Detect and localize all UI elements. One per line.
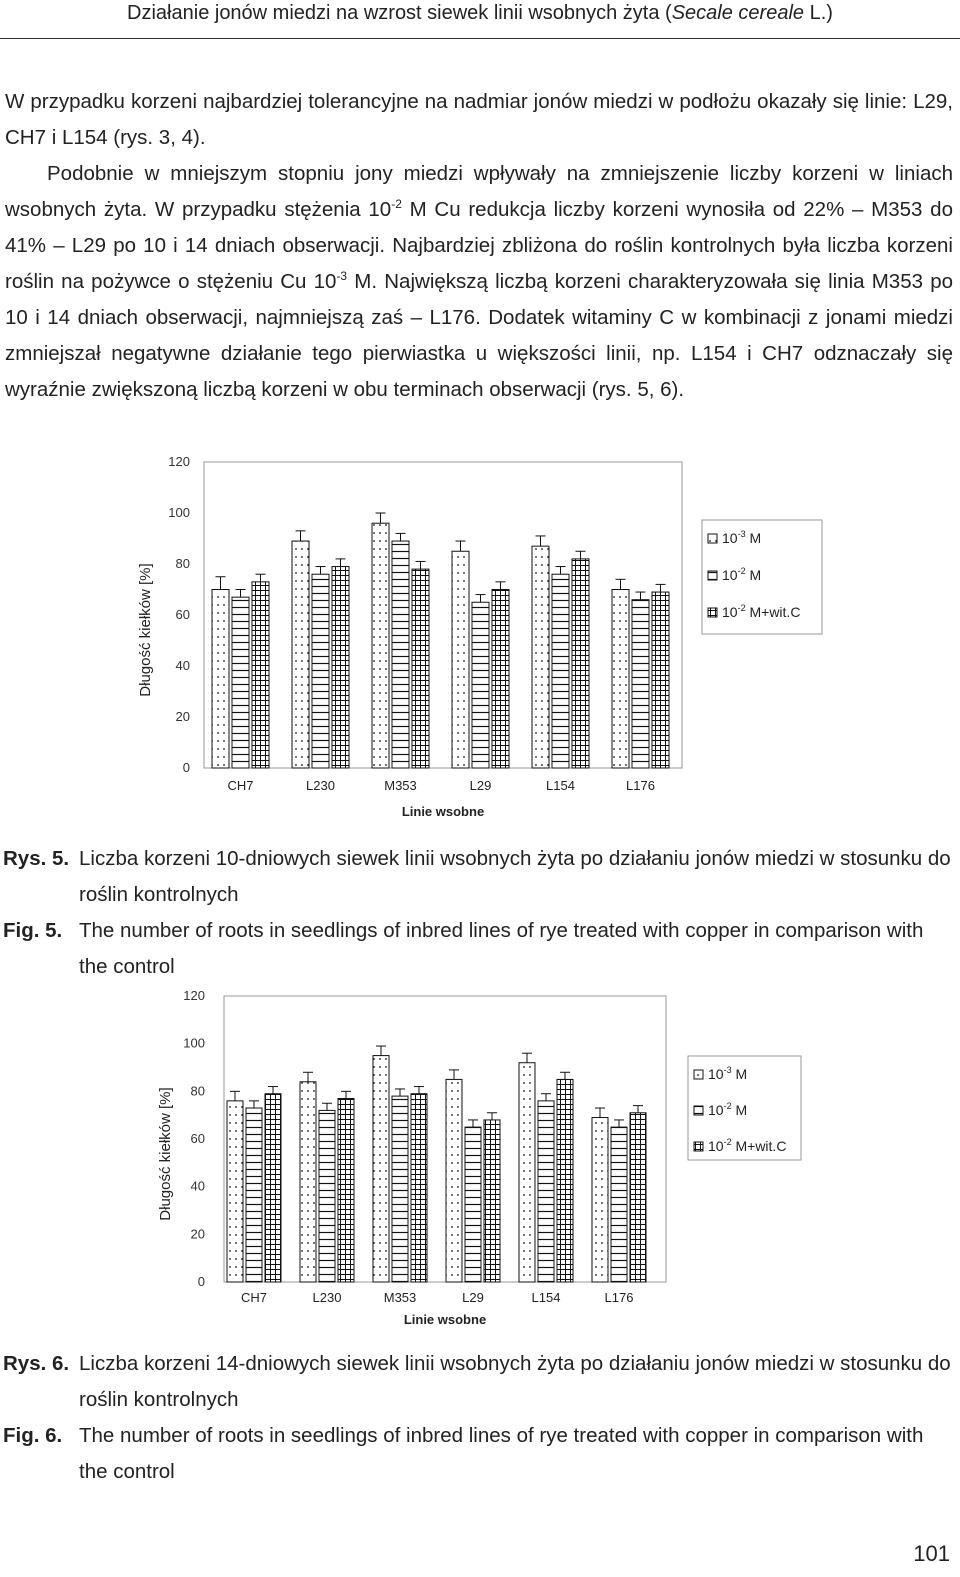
legend-label-exponent: -2 <box>737 566 746 576</box>
bar <box>612 590 629 769</box>
legend-label-tail: M <box>745 567 762 583</box>
y-tick-label: 0 <box>197 1274 205 1289</box>
bar <box>372 523 389 768</box>
legend-swatch <box>708 534 717 543</box>
y-tick-label: 40 <box>190 1178 205 1194</box>
bar <box>484 1120 500 1282</box>
y-tick-label: 100 <box>183 1035 205 1051</box>
bar <box>492 590 509 769</box>
running-header <box>0 2 960 28</box>
y-tick-label: 100 <box>168 505 190 520</box>
paragraph-2-part-c: M. Największą liczbą korzeni charakteryzowała się linia M353 po 10 i 14 dniach obserwacji, najmniejszą zaś – L176. Dodatek witaminy C w kombinacji z jonami miedzi zmniejszał negatywne działanie tego pierwiastka u większości linii, np. L154 i CH7 odznaczały się wyraźnie zwiększoną liczbą korzeni w obu terminach obserwacji (rys. 5, 6). <box>5 270 953 401</box>
caption-text: The number of roots in seedlings of inbred lines of rye treated with copper in comparison with the control <box>79 1424 924 1483</box>
header-latin-name: Secale cereale <box>671 2 805 24</box>
x-tick-label: L154 <box>546 778 575 793</box>
legend-label-tail: M <box>745 530 762 546</box>
y-tick-label: 120 <box>168 454 190 469</box>
caption-label: Fig. 6. <box>3 1424 63 1447</box>
bar <box>373 1056 389 1282</box>
legend-label-exponent: -3 <box>723 1065 732 1075</box>
legend-label-exponent: -2 <box>737 603 746 613</box>
bar <box>252 582 269 768</box>
legend-swatch <box>694 1142 703 1151</box>
legend-label-base: 10 <box>708 1138 724 1154</box>
x-tick-label: CH7 <box>240 1290 268 1305</box>
bar <box>300 1082 316 1282</box>
bar <box>292 541 309 768</box>
caption-label: Rys. 5. <box>3 847 70 870</box>
bar <box>557 1079 573 1282</box>
legend-label-base: 10 <box>708 1066 724 1082</box>
bar <box>532 546 549 768</box>
plot-area <box>204 462 682 768</box>
bar <box>265 1094 281 1282</box>
bar <box>232 597 249 768</box>
legend-swatch <box>708 608 717 617</box>
figure-6-caption-pl <box>3 1346 953 1418</box>
legend-label-tail: M+wit.C <box>745 604 801 620</box>
legend-label-base: 10 <box>722 567 738 583</box>
x-tick-label: L230 <box>306 778 335 793</box>
bar <box>552 574 569 768</box>
x-tick-label: M353 <box>383 1290 417 1305</box>
y-tick-label: 20 <box>190 1226 205 1242</box>
figure-6-chart <box>0 984 960 1336</box>
caption-label: Rys. 6. <box>3 1352 70 1375</box>
header-rule <box>0 38 960 39</box>
caption-text: Liczba korzeni 14-dniowych siewek linii wsobnych żyta po działaniu jonów miedzi w stosunku do roślin kontrolnych <box>79 1352 951 1411</box>
x-tick-label: L29 <box>462 1290 484 1305</box>
legend-label-exponent: -2 <box>723 1101 732 1111</box>
paragraph-2 <box>5 156 953 408</box>
y-axis-label: Długość kiełków [%] <box>157 1087 174 1221</box>
bar <box>392 541 409 768</box>
paragraph-2-part-b: M Cu redukcja liczby korzeni wynosiła od 22% – M353 do 41% – L29 po 10 i 14 dniach obserwacji. Najbardziej zbliżona do roślin kontrolnych była liczba korzeni roślin na pożywce o stężeniu Cu 10 <box>5 198 953 293</box>
bar <box>412 569 429 768</box>
bar <box>446 1079 462 1282</box>
bar <box>572 559 589 768</box>
y-tick-label: 60 <box>190 1131 205 1146</box>
legend-label-exponent: -3 <box>737 529 746 539</box>
figure-5-caption-pl <box>3 841 953 913</box>
legend-label-base: 10 <box>722 604 738 620</box>
bar <box>652 592 669 768</box>
header-text-after: L.) <box>804 2 833 24</box>
legend-swatch <box>694 1106 703 1115</box>
y-tick-label: 80 <box>190 1083 205 1099</box>
paragraph-2-part-a: Podobnie w mniejszym stopniu jony miedzi wpływały na zmniejszenie liczby korzeni w liniach wsobnych żyta. W przypadku stężenia 10 <box>5 162 953 221</box>
bar <box>312 574 329 768</box>
bar <box>611 1127 627 1282</box>
legend-label-tail: M+wit.C <box>731 1138 787 1154</box>
x-tick-label: L176 <box>604 1290 634 1305</box>
y-axis-label: Długość kiełków [%] <box>137 563 154 697</box>
x-axis-label: Linie wsobne <box>403 1312 487 1327</box>
page-number: 101 <box>913 1541 950 1566</box>
legend-label <box>722 603 800 620</box>
y-tick-label: 0 <box>182 760 190 775</box>
body-text <box>5 84 953 408</box>
bar <box>465 1127 481 1282</box>
y-tick-label: 120 <box>183 988 205 1003</box>
legend-swatch <box>708 571 717 580</box>
figure-6-caption-en <box>3 1418 953 1490</box>
bar <box>227 1101 243 1282</box>
bar <box>538 1101 554 1282</box>
bar <box>630 1113 646 1282</box>
legend-label-tail: M <box>731 1102 748 1118</box>
x-axis-label: Linie wsobne <box>401 804 485 819</box>
header-text-before: Działanie jonów miedzi na wzrost siewek linii wsobnych żyta ( <box>127 2 672 24</box>
y-tick-label: 20 <box>175 709 190 724</box>
bar <box>472 602 489 768</box>
bar <box>632 600 649 768</box>
bar <box>392 1096 408 1282</box>
figure-5-caption <box>3 841 953 985</box>
bar <box>411 1094 427 1282</box>
legend-label-base: 10 <box>722 530 738 546</box>
bar <box>592 1118 608 1282</box>
exponent-2: -3 <box>336 269 348 283</box>
y-tick-label: 60 <box>175 607 190 622</box>
caption-text: Liczba korzeni 10-dniowych siewek linii wsobnych żyta po działaniu jonów miedzi w stosunku do roślin kontrolnych <box>79 847 951 906</box>
x-tick-label: L29 <box>469 778 492 793</box>
bar <box>319 1110 335 1282</box>
bar <box>452 551 469 768</box>
legend-label <box>708 1137 786 1154</box>
figure-5-caption-en <box>3 913 953 985</box>
caption-text: The number of roots in seedlings of inbred lines of rye treated with copper in comparison with the control <box>79 919 924 978</box>
bar <box>338 1098 354 1282</box>
y-tick-label: 80 <box>175 556 190 571</box>
x-tick-label: L176 <box>626 778 655 793</box>
caption-label: Fig. 5. <box>3 919 63 942</box>
legend-label-base: 10 <box>708 1102 724 1118</box>
figure-6-caption <box>3 1346 953 1490</box>
y-tick-label: 40 <box>175 658 190 673</box>
x-tick-label: M353 <box>384 778 417 793</box>
x-tick-label: CH7 <box>227 778 254 793</box>
paragraph-1: W przypadku korzeni najbardziej tolerancyjne na nadmiar jonów miedzi w podłożu okazały się linie: L29, CH7 i L154 (rys. 3, 4). <box>5 90 953 149</box>
bar <box>332 567 349 768</box>
x-tick-label: L230 <box>312 1290 342 1305</box>
x-tick-label: L154 <box>531 1290 561 1305</box>
legend-label-exponent: -2 <box>723 1137 732 1147</box>
figure-5-chart <box>0 450 960 830</box>
bar <box>212 590 229 769</box>
legend-swatch <box>694 1070 703 1079</box>
bar <box>246 1108 262 1282</box>
legend-label-tail: M <box>731 1066 748 1082</box>
bar <box>519 1063 535 1282</box>
exponent-1: -2 <box>391 197 402 211</box>
